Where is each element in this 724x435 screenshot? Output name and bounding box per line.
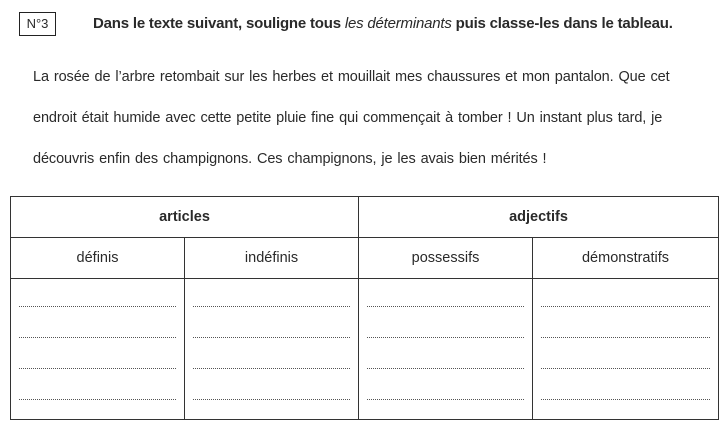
answer-line xyxy=(193,338,350,369)
group-header-adjectifs: adjectifs xyxy=(359,197,719,238)
exercise-number-box xyxy=(19,12,56,36)
column-header-demonstratifs: démonstratifs xyxy=(533,238,719,279)
answer-line xyxy=(193,307,350,338)
answer-input[interactable] xyxy=(367,338,524,368)
instruction-emphasis: les déterminants xyxy=(344,15,452,32)
passage-line-3: découvris enfin des champignons. Ces champignons, je les avais bien mérités ! xyxy=(33,151,547,167)
answer-input[interactable] xyxy=(541,307,710,337)
classification-table-wrap xyxy=(10,196,718,420)
answer-input[interactable] xyxy=(19,307,176,337)
answer-input[interactable] xyxy=(19,279,176,306)
answer-input[interactable] xyxy=(193,279,350,306)
answer-line xyxy=(19,338,176,369)
answer-line xyxy=(541,338,710,369)
answer-line xyxy=(193,369,350,400)
group-header-articles: articles xyxy=(11,197,359,238)
answer-input[interactable] xyxy=(193,307,350,337)
answer-line xyxy=(367,307,524,338)
column-header-possessifs: possessifs xyxy=(359,238,533,279)
answer-cell-indefinis xyxy=(185,279,359,420)
answer-input[interactable] xyxy=(193,338,350,368)
answer-cell-definis xyxy=(11,279,185,420)
answer-line xyxy=(19,279,176,307)
instruction-part-2: puis classe-les dans le tableau. xyxy=(451,15,673,32)
answer-input[interactable] xyxy=(541,279,710,306)
answer-line xyxy=(541,307,710,338)
classification-table xyxy=(10,196,719,420)
answer-line xyxy=(367,279,524,307)
column-header-definis: définis xyxy=(11,238,185,279)
answer-line xyxy=(367,369,524,400)
answer-input[interactable] xyxy=(367,369,524,399)
answer-input[interactable] xyxy=(541,369,710,399)
answer-line xyxy=(193,279,350,307)
answer-line xyxy=(19,369,176,400)
answer-line xyxy=(541,369,710,400)
column-header-indefinis: indéfinis xyxy=(185,238,359,279)
answer-line xyxy=(367,338,524,369)
instruction-part-1: Dans le texte suivant, souligne tous xyxy=(93,15,345,32)
answer-input[interactable] xyxy=(193,369,350,399)
answer-input[interactable] xyxy=(19,369,176,399)
instruction xyxy=(93,15,673,32)
answer-input[interactable] xyxy=(367,279,524,306)
answer-line xyxy=(541,279,710,307)
answer-cell-demonstratifs xyxy=(533,279,719,420)
answer-line xyxy=(19,307,176,338)
passage-line-2: endroit était humide avec cette petite pluie fine qui commençait à tomber ! Un instant plus tard, je xyxy=(33,110,663,126)
passage-line-1: La rosée de l’arbre retombait sur les herbes et mouillait mes chaussures et mon pantalon. Que cet xyxy=(33,69,670,85)
answer-cell-possessifs xyxy=(359,279,533,420)
answer-input[interactable] xyxy=(541,338,710,368)
exercise-number: N°3 xyxy=(26,16,49,31)
answer-input[interactable] xyxy=(367,307,524,337)
answer-input[interactable] xyxy=(19,338,176,368)
